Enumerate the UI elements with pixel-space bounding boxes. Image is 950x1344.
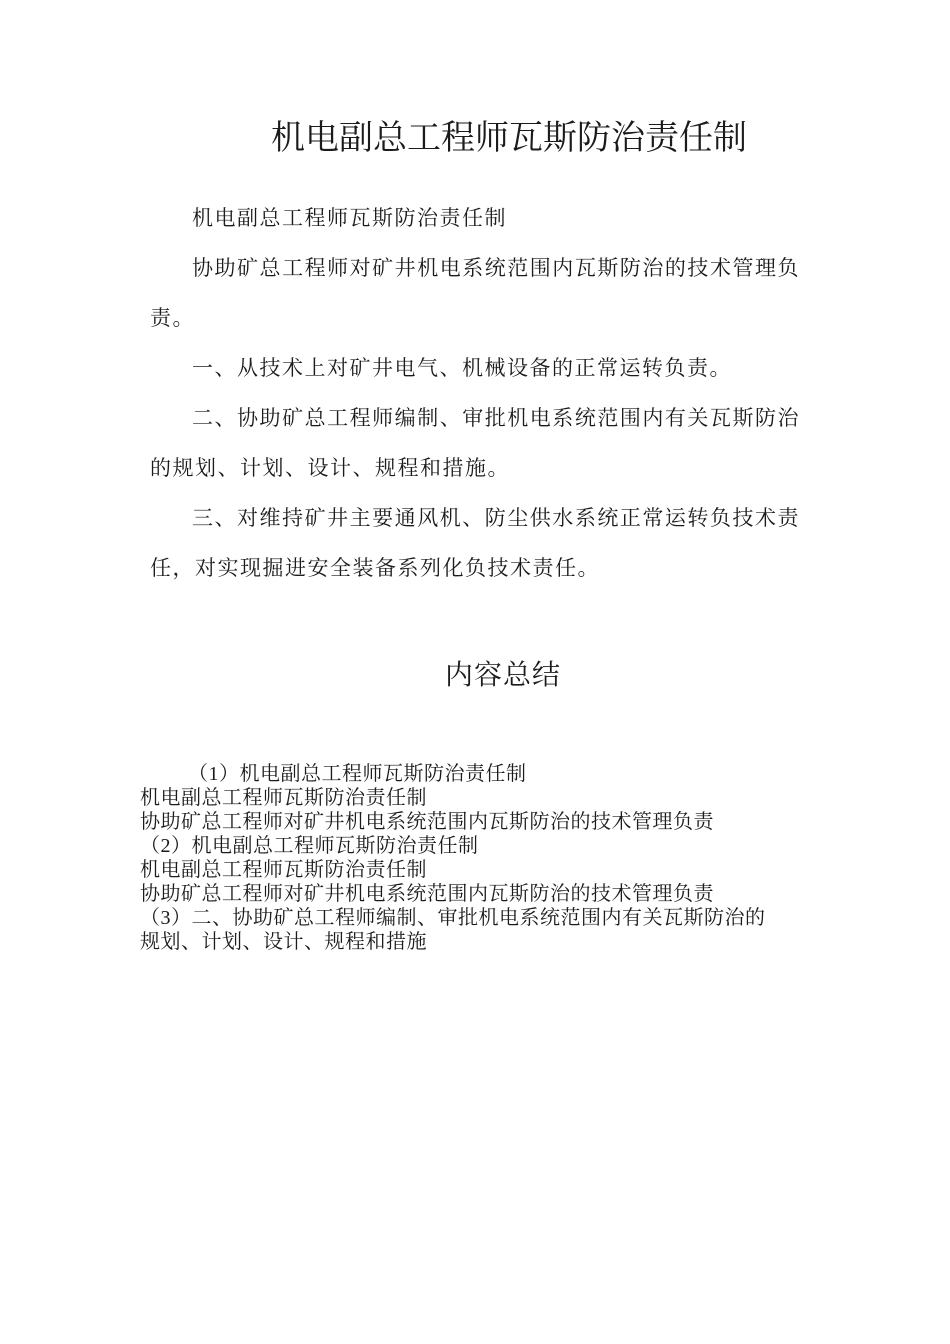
summary-line: 规划、计划、设计、规程和措施 xyxy=(140,931,427,953)
body-paragraph: 协助矿总工程师对矿井机电系统范围内瓦斯防治的技术管理负责。 xyxy=(150,256,800,330)
summary-line: 机电副总工程师瓦斯防治责任制 xyxy=(140,859,427,881)
body-paragraph: 一、从技术上对矿井电气、机械设备的正常运转负责。 xyxy=(192,356,732,380)
summary-line: 机电副总工程师瓦斯防治责任制 xyxy=(140,787,427,809)
summary-line: 协助矿总工程师对矿井机电系统范围内瓦斯防治的技术管理负责 xyxy=(140,811,714,833)
summary-block xyxy=(140,762,812,954)
body-paragraph: 机电副总工程师瓦斯防治责任制 xyxy=(192,206,507,230)
summary-line: （1）机电副总工程师瓦斯防治责任制 xyxy=(188,763,527,785)
body-paragraph: 二、协助矿总工程师编制、审批机电系统范围内有关瓦斯防治的规划、计划、设计、规程和措施。 xyxy=(150,406,800,480)
body-paragraph: 三、对维持矿井主要通风机、防尘供水系统正常运转负技术责任，对实现掘进安全装备系列化负技术责任。 xyxy=(150,506,800,580)
document-title: 机电副总工程师瓦斯防治责任制 xyxy=(271,120,747,157)
document-body xyxy=(150,193,800,593)
summary-line: 协助矿总工程师对矿井机电系统范围内瓦斯防治的技术管理负责 xyxy=(140,883,714,905)
summary-line: （2）机电副总工程师瓦斯防治责任制 xyxy=(140,835,479,857)
summary-heading: 内容总结 xyxy=(444,660,561,691)
summary-line: （3）二、协助矿总工程师编制、审批机电系统范围内有关瓦斯防治的 xyxy=(140,907,766,929)
